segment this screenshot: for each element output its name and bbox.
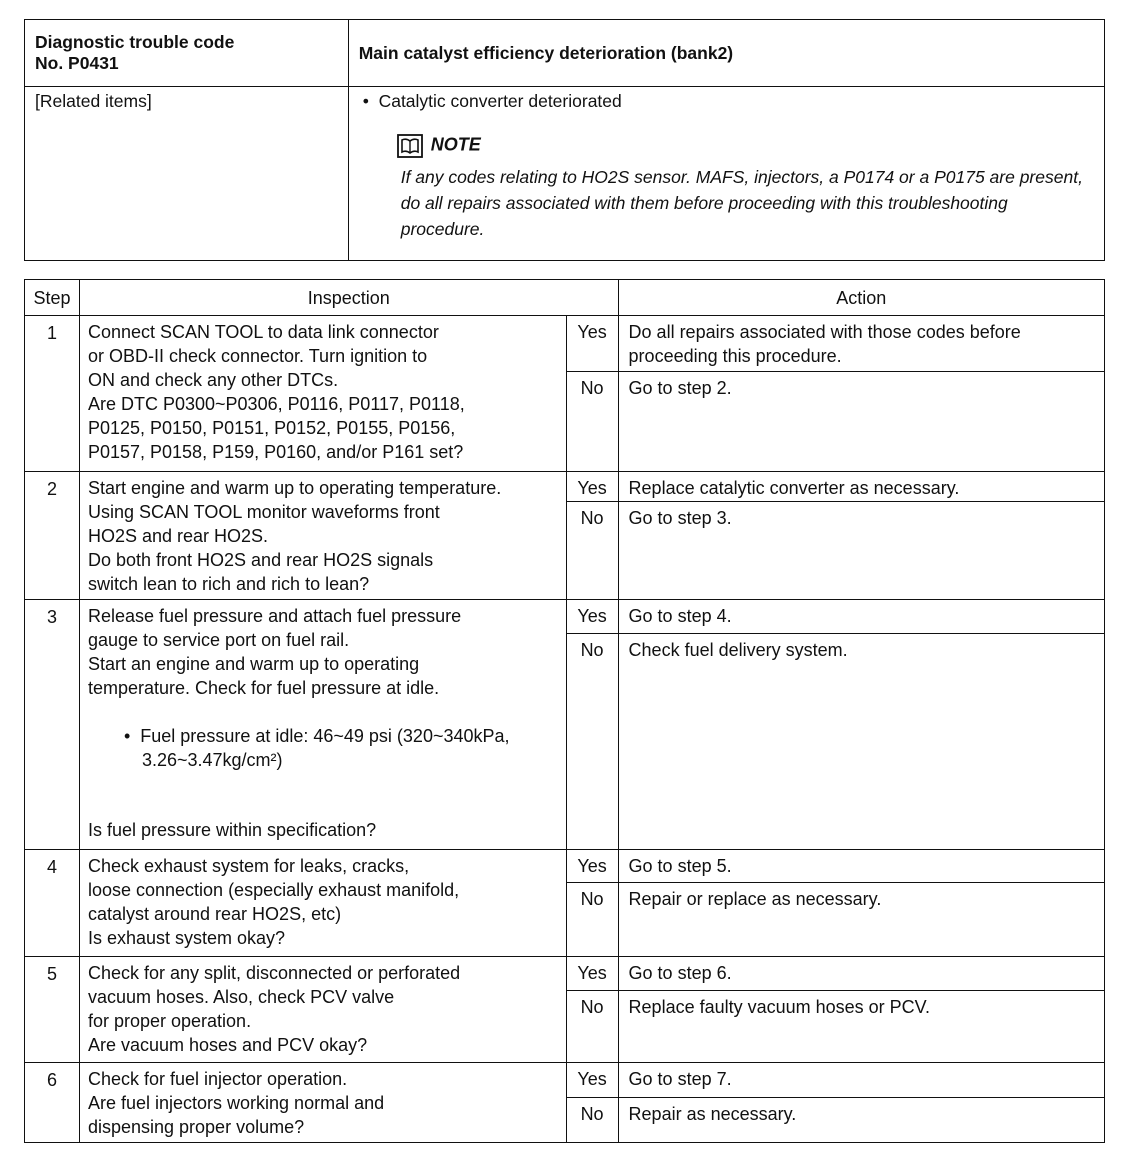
inspection-line: P0157, P0158, P159, P0160, and/or P161 set? (87, 442, 464, 462)
table-row (25, 850, 1105, 883)
book-icon (397, 134, 423, 158)
inspection-line: Are DTC P0300~P0306, P0116, P0117, P0118, (87, 394, 465, 414)
table-row (25, 600, 1105, 634)
col-header-action: Action (618, 280, 1104, 316)
related-item-text: Catalytic converter deteriorated (378, 91, 622, 111)
inspection-line: dispensing proper volume? (87, 1117, 305, 1137)
no-label: No (566, 991, 618, 1063)
no-action: Replace faulty vacuum hoses or PCV. (618, 991, 1104, 1063)
yes-label: Yes (566, 1063, 618, 1098)
inspection-cell (79, 600, 566, 850)
step-number: 2 (25, 472, 80, 600)
yes-action: Do all repairs associated with those codes before proceeding this procedure. (618, 316, 1104, 372)
spec-text: Fuel pressure at idle: 46~49 psi (320~340kPa, 3.26~3.47kg/cm²) (140, 726, 510, 770)
no-label: No (566, 372, 618, 472)
troubleshooting-table (24, 279, 1105, 1143)
note-title: NOTE (430, 134, 481, 155)
inspection-cell (79, 850, 566, 957)
yes-label: Yes (566, 957, 618, 991)
yes-label: Yes (566, 316, 618, 372)
bullet-icon: • (123, 726, 141, 746)
inspection-line: Is exhaust system okay? (87, 928, 286, 948)
no-action: Repair as necessary. (618, 1098, 1104, 1143)
table-row (25, 316, 1105, 372)
inspection-line: Start engine and warm up to operating temperature. (87, 478, 502, 498)
related-items-content (348, 87, 1104, 261)
inspection-line: Start an engine and warm up to operating (87, 654, 420, 674)
inspection-line: for proper operation. (87, 1011, 252, 1031)
step-number: 3 (25, 600, 80, 850)
yes-label: Yes (566, 850, 618, 883)
inspection-line: loose connection (especially exhaust manifold, (87, 880, 460, 900)
yes-action: Go to step 4. (618, 600, 1104, 634)
dtc-title-cell (348, 20, 1104, 87)
no-label: No (566, 502, 618, 600)
step-number: 4 (25, 850, 80, 957)
step-number: 1 (25, 316, 80, 472)
inspection-line: Check for fuel injector operation. (87, 1069, 348, 1089)
inspection-line: Are vacuum hoses and PCV okay? (87, 1035, 368, 1055)
inspection-line: temperature. Check for fuel pressure at idle. (87, 678, 440, 698)
no-action: Check fuel delivery system. (618, 634, 1104, 850)
inspection-line: HO2S and rear HO2S. (87, 526, 269, 546)
table-row (25, 957, 1105, 991)
inspection-line: gauge to service port on fuel rail. (87, 630, 350, 650)
note-text: If any codes relating to HO2S sensor. MAFS, injectors, a P0174 or a P0175 are present, do all repairs associated with them before proceeding with this troubleshooting procedure. (400, 167, 1083, 239)
inspection-cell (79, 472, 566, 600)
dtc-code-cell (25, 20, 349, 87)
inspection-line: ON and check any other DTCs. (87, 370, 339, 390)
related-item (363, 91, 1094, 112)
inspection-question: Is fuel pressure within specification? (87, 820, 377, 840)
inspection-line: P0125, P0150, P0151, P0152, P0155, P0156, (87, 418, 456, 438)
yes-action: Go to step 7. (618, 1063, 1104, 1098)
spec-bullet (120, 724, 518, 772)
inspection-line: Check exhaust system for leaks, cracks, (87, 856, 410, 876)
inspection-line: catalyst around rear HO2S, etc) (87, 904, 342, 924)
no-label: No (566, 634, 618, 850)
inspection-cell (79, 316, 566, 472)
yes-label: Yes (566, 600, 618, 634)
note-heading (397, 134, 1094, 158)
inspection-line: Release fuel pressure and attach fuel pressure (87, 606, 462, 626)
bullet-icon: • (362, 91, 379, 111)
col-header-inspection: Inspection (79, 280, 618, 316)
dtc-header-table (24, 19, 1105, 261)
related-items-label: [Related items] (35, 91, 152, 111)
yes-action: Go to step 6. (618, 957, 1104, 991)
yes-action: Replace catalytic converter as necessary. (618, 472, 1104, 502)
step-number: 6 (25, 1063, 80, 1143)
inspection-line: Connect SCAN TOOL to data link connector (87, 322, 439, 342)
inspection-line: Are fuel injectors working normal and (87, 1093, 385, 1113)
dtc-code-label: Diagnostic trouble code (35, 32, 235, 52)
inspection-line: Do both front HO2S and rear HO2S signals (87, 550, 434, 570)
no-label: No (566, 883, 618, 957)
no-label: No (566, 1098, 618, 1143)
inspection-line: switch lean to rich and rich to lean? (87, 574, 370, 594)
yes-action: Go to step 5. (618, 850, 1104, 883)
inspection-line: Check for any split, disconnected or perforated (87, 963, 461, 983)
inspection-cell (79, 957, 566, 1063)
no-action: Repair or replace as necessary. (618, 883, 1104, 957)
table-header-row (25, 280, 1105, 316)
inspection-cell (79, 1063, 566, 1143)
dtc-code-number: No. P0431 (35, 53, 119, 73)
yes-label: Yes (566, 472, 618, 502)
step-number: 5 (25, 957, 80, 1063)
table-row (25, 1063, 1105, 1098)
no-action: Go to step 3. (618, 502, 1104, 600)
inspection-line: Using SCAN TOOL monitor waveforms front (87, 502, 440, 522)
table-row (25, 472, 1105, 502)
col-header-step: Step (25, 280, 80, 316)
dtc-title: Main catalyst efficiency deterioration (bank2) (358, 42, 734, 63)
related-items-cell (25, 87, 349, 261)
inspection-line: or OBD-II check connector. Turn ignition to (87, 346, 428, 366)
no-action: Go to step 2. (618, 372, 1104, 472)
inspection-line: vacuum hoses. Also, check PCV valve (87, 987, 395, 1007)
